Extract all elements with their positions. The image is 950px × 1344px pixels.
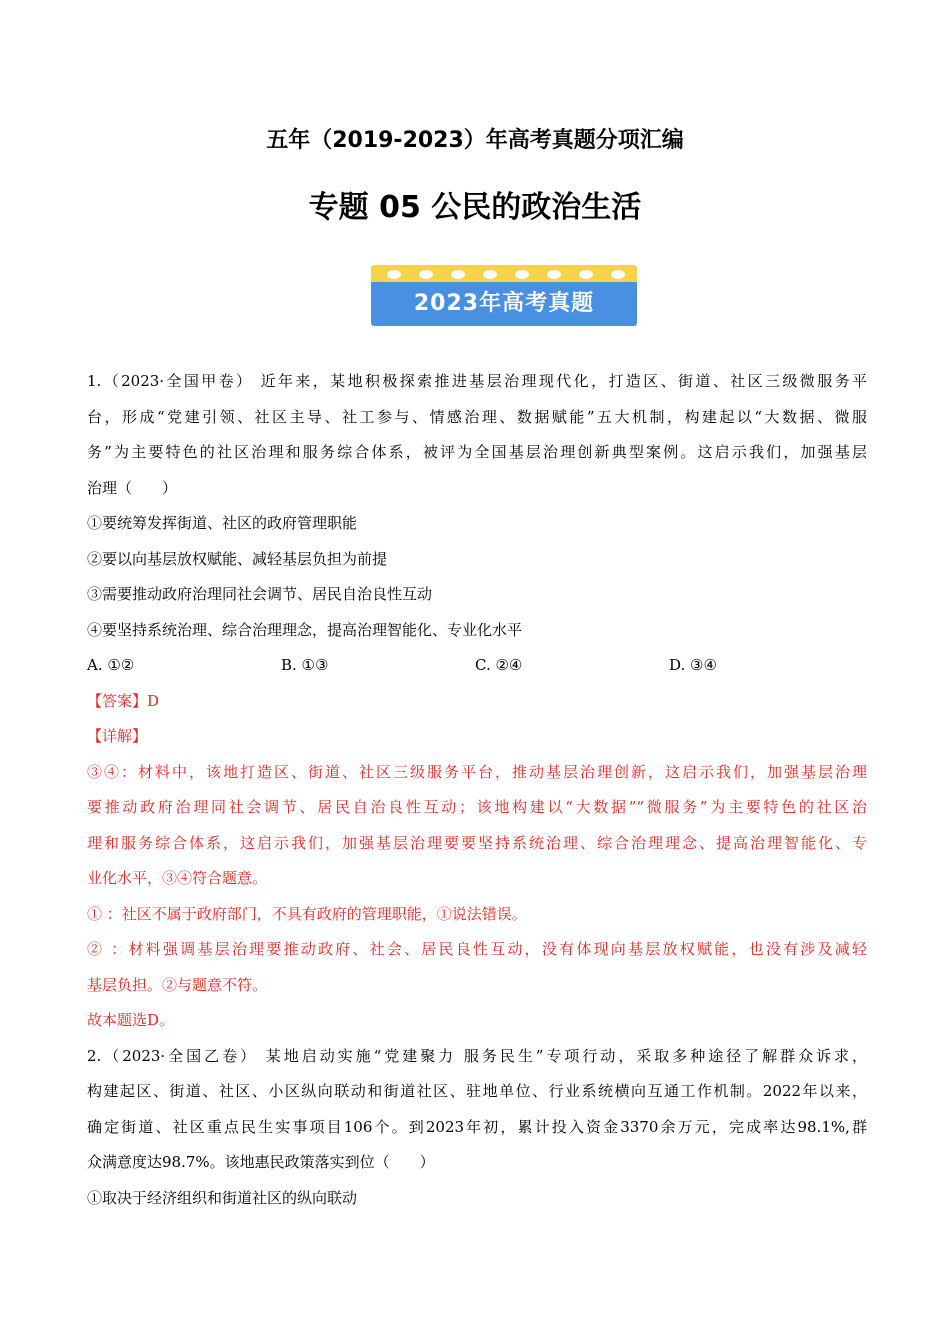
q1-statement: ④要坚持系统治理、综合治理理念，提高治理智能化、专业化水平 bbox=[87, 620, 523, 639]
q1-explanation-line: ② ：材料强调基层治理要推动政府、社会、居民良性互动，没有体现向基层放权赋能，也没有涉及减轻 bbox=[87, 940, 867, 958]
q1-statement: ③需要推动政府治理同社会调节、居民自治良性互动 bbox=[87, 585, 433, 603]
q1-detail-label: 【详解】 bbox=[87, 727, 148, 745]
q1-statement: ①要统筹发挥街道、社区的政府管理职能 bbox=[87, 514, 358, 532]
q1-explanation-line: 业化水平，③④符合题意。 bbox=[87, 869, 268, 887]
q1-explanation-line: ③④：材料中，该地打造区、街道、社区三级服务平台，推动基层治理创新，这启示我们，加强基层治理 bbox=[87, 762, 867, 781]
q1-explanation-line: 基层负担。②与题意不符。 bbox=[87, 975, 268, 994]
q1-stem-line: 台，形成“党建引领、社区主导、社工参与、情感治理、数据赋能”五大机制，构建起以“大数据、微服 bbox=[87, 407, 867, 426]
q2-statement: ①取决于经济组织和街道社区的纵向联动 bbox=[87, 1188, 358, 1207]
q1-option-a: A. ①② bbox=[87, 656, 135, 674]
q2-stem-line: 2.（2023·全国乙卷） 某地启动实施“党建聚力 服务民生”专项行动，采取多种途径了解群众诉求， bbox=[87, 1046, 867, 1065]
q2-stem-line: 确定街道、社区重点民生实事项目106个。到2023年初，累计投入资金3370余万元，完成率达98.1%,群 bbox=[87, 1117, 867, 1136]
question-2 bbox=[87, 1039, 867, 1217]
q1-explanation-line: 理和服务综合体系，这启示我们，加强基层治理要要坚持系统治理、综合治理理念、提高治理智能化、专 bbox=[87, 833, 867, 852]
banner-label: 2023年高考真题 bbox=[371, 282, 637, 326]
q1-statement: ②要以向基层放权赋能、减轻基层负担为前提 bbox=[87, 549, 388, 568]
q1-stem-line: 1.（2023·全国甲卷） 近年来，某地积极探索推进基层治理现代化，打造区、街道、社区三级微服务平 bbox=[87, 372, 867, 390]
document-body bbox=[87, 364, 867, 1216]
document-title: 五年（2019-2023）年高考真题分项汇编 bbox=[266, 128, 684, 153]
q1-stem-line: 治理（ ） bbox=[87, 478, 178, 497]
q1-answer: 【答案】D bbox=[87, 691, 160, 710]
q1-option-d: D. ③④ bbox=[669, 656, 717, 674]
q1-stem-line: 务”为主要特色的社区治理和服务综合体系，被评为全国基层治理创新典型案例。这启示我们，加强基层 bbox=[87, 443, 867, 461]
q2-stem-line: 众满意度达98.7%。该地惠民政策落实到位（ ） bbox=[87, 1153, 435, 1171]
q1-option-b: B. ①③ bbox=[281, 656, 329, 674]
q2-stem-line: 构建起区、街道、社区、小区纵向联动和街道社区、驻地单位、行业系统横向互通工作机制。2022年以来， bbox=[87, 1082, 867, 1100]
question-1 bbox=[87, 364, 867, 1039]
q1-explanation-line: 要推动政府治理同社会调节、居民自治良性互动；该地构建以“大数据”“微服务”为主要特色的社区治 bbox=[87, 798, 867, 816]
q1-option-c: C. ②④ bbox=[475, 656, 523, 674]
q1-conclusion: 故本题选D。 bbox=[87, 1011, 175, 1029]
q1-explanation-line: ① ：社区不属于政府部门，不具有政府的管理职能，①说法错误。 bbox=[87, 904, 527, 923]
document-subtitle: 专题 05 公民的政治生活 bbox=[308, 190, 642, 225]
year-banner bbox=[371, 265, 637, 326]
q1-options bbox=[87, 648, 867, 684]
